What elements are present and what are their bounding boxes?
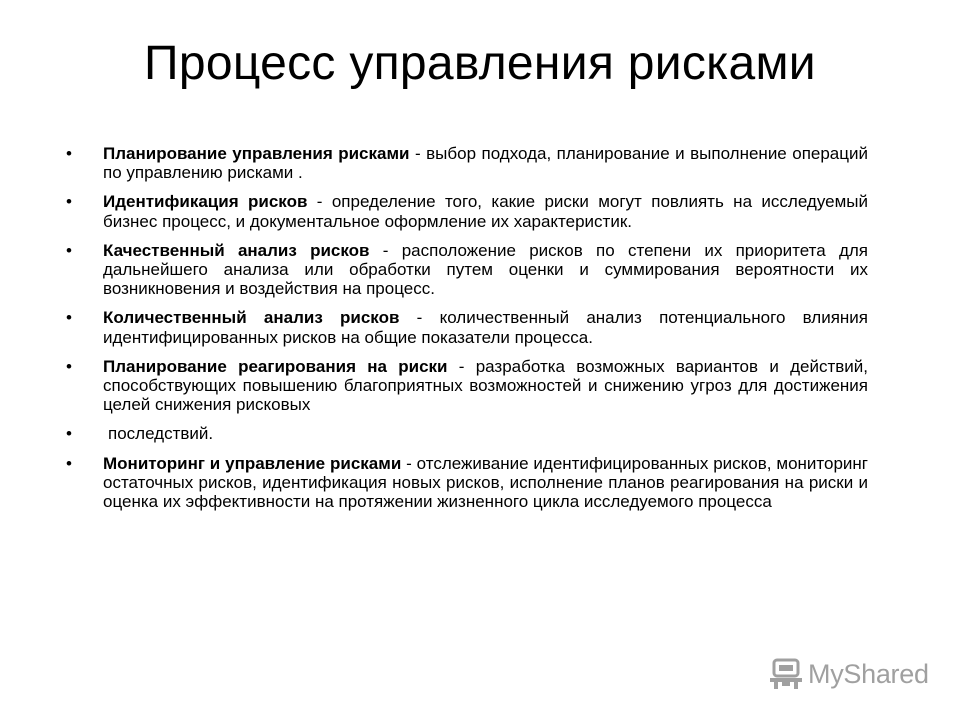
bullet-marker: • xyxy=(66,453,72,473)
bullet-term: Идентификация рисков xyxy=(103,192,308,212)
myshared-logo-icon xyxy=(768,658,804,690)
watermark-text: MyShared xyxy=(808,658,929,689)
bullet-text: - определение того, какие риски могут повлиять на исследуемый бизнес процесс, и документальное оформление их характеристик. xyxy=(103,192,868,231)
bullet-marker: • xyxy=(66,424,72,444)
bullet-marker: • xyxy=(66,240,72,260)
bullet-text: - разработка возможных вариантов и действий, способствующих повышению благоприятных возможностей и снижению угроз для достижения целей снижения рисковых xyxy=(103,356,868,415)
bullet-item-risk-identification xyxy=(66,192,868,230)
bullet-item-quantitative-analysis xyxy=(66,308,868,346)
bullet-text: - количественный анализ потенциального влияния идентифицированных рисков на общие показатели процесса. xyxy=(103,308,868,347)
bullet-text: последствий. xyxy=(108,424,214,444)
bullet-item-qualitative-analysis xyxy=(66,241,868,299)
bullet-text: - выбор подхода, планирование и выполнение операций по управлению рисками . xyxy=(103,144,868,183)
bullet-list xyxy=(66,144,868,521)
bullet-term: Количественный анализ рисков xyxy=(103,308,400,328)
bullet-item-risk-planning xyxy=(66,144,868,182)
slide-title: Процесс управления рисками xyxy=(144,37,816,90)
bullet-text: - отслеживание идентифицированных рисков, мониторинг остаточных рисков, идентификация новых рисков, исполнение планов реагирования на риски и оценка их эффективности на протяжении жизненного цикла исследуемого процесса xyxy=(103,453,868,512)
bullet-item-response-planning xyxy=(66,357,868,415)
myshared-watermark xyxy=(768,656,929,692)
bullet-marker: • xyxy=(66,192,72,212)
bullet-marker: • xyxy=(66,308,72,328)
bullet-text: - расположение рисков по степени их приоритета для дальнейшего анализа или обработки путем оценки и суммирования вероятности их возникновения и воздействия на процесс. xyxy=(103,240,869,299)
bullet-term: Мониторинг и управление рисками xyxy=(103,453,402,473)
bullet-item-monitoring xyxy=(66,454,868,512)
bullet-term: Качественный анализ рисков xyxy=(103,240,370,260)
bullet-marker: • xyxy=(66,356,72,376)
bullet-term: Планирование реагирования на риски xyxy=(103,356,448,376)
bullet-term: Планирование управления рисками xyxy=(103,144,410,163)
bullet-marker: • xyxy=(66,144,72,163)
bullet-item-consequences xyxy=(66,424,868,443)
